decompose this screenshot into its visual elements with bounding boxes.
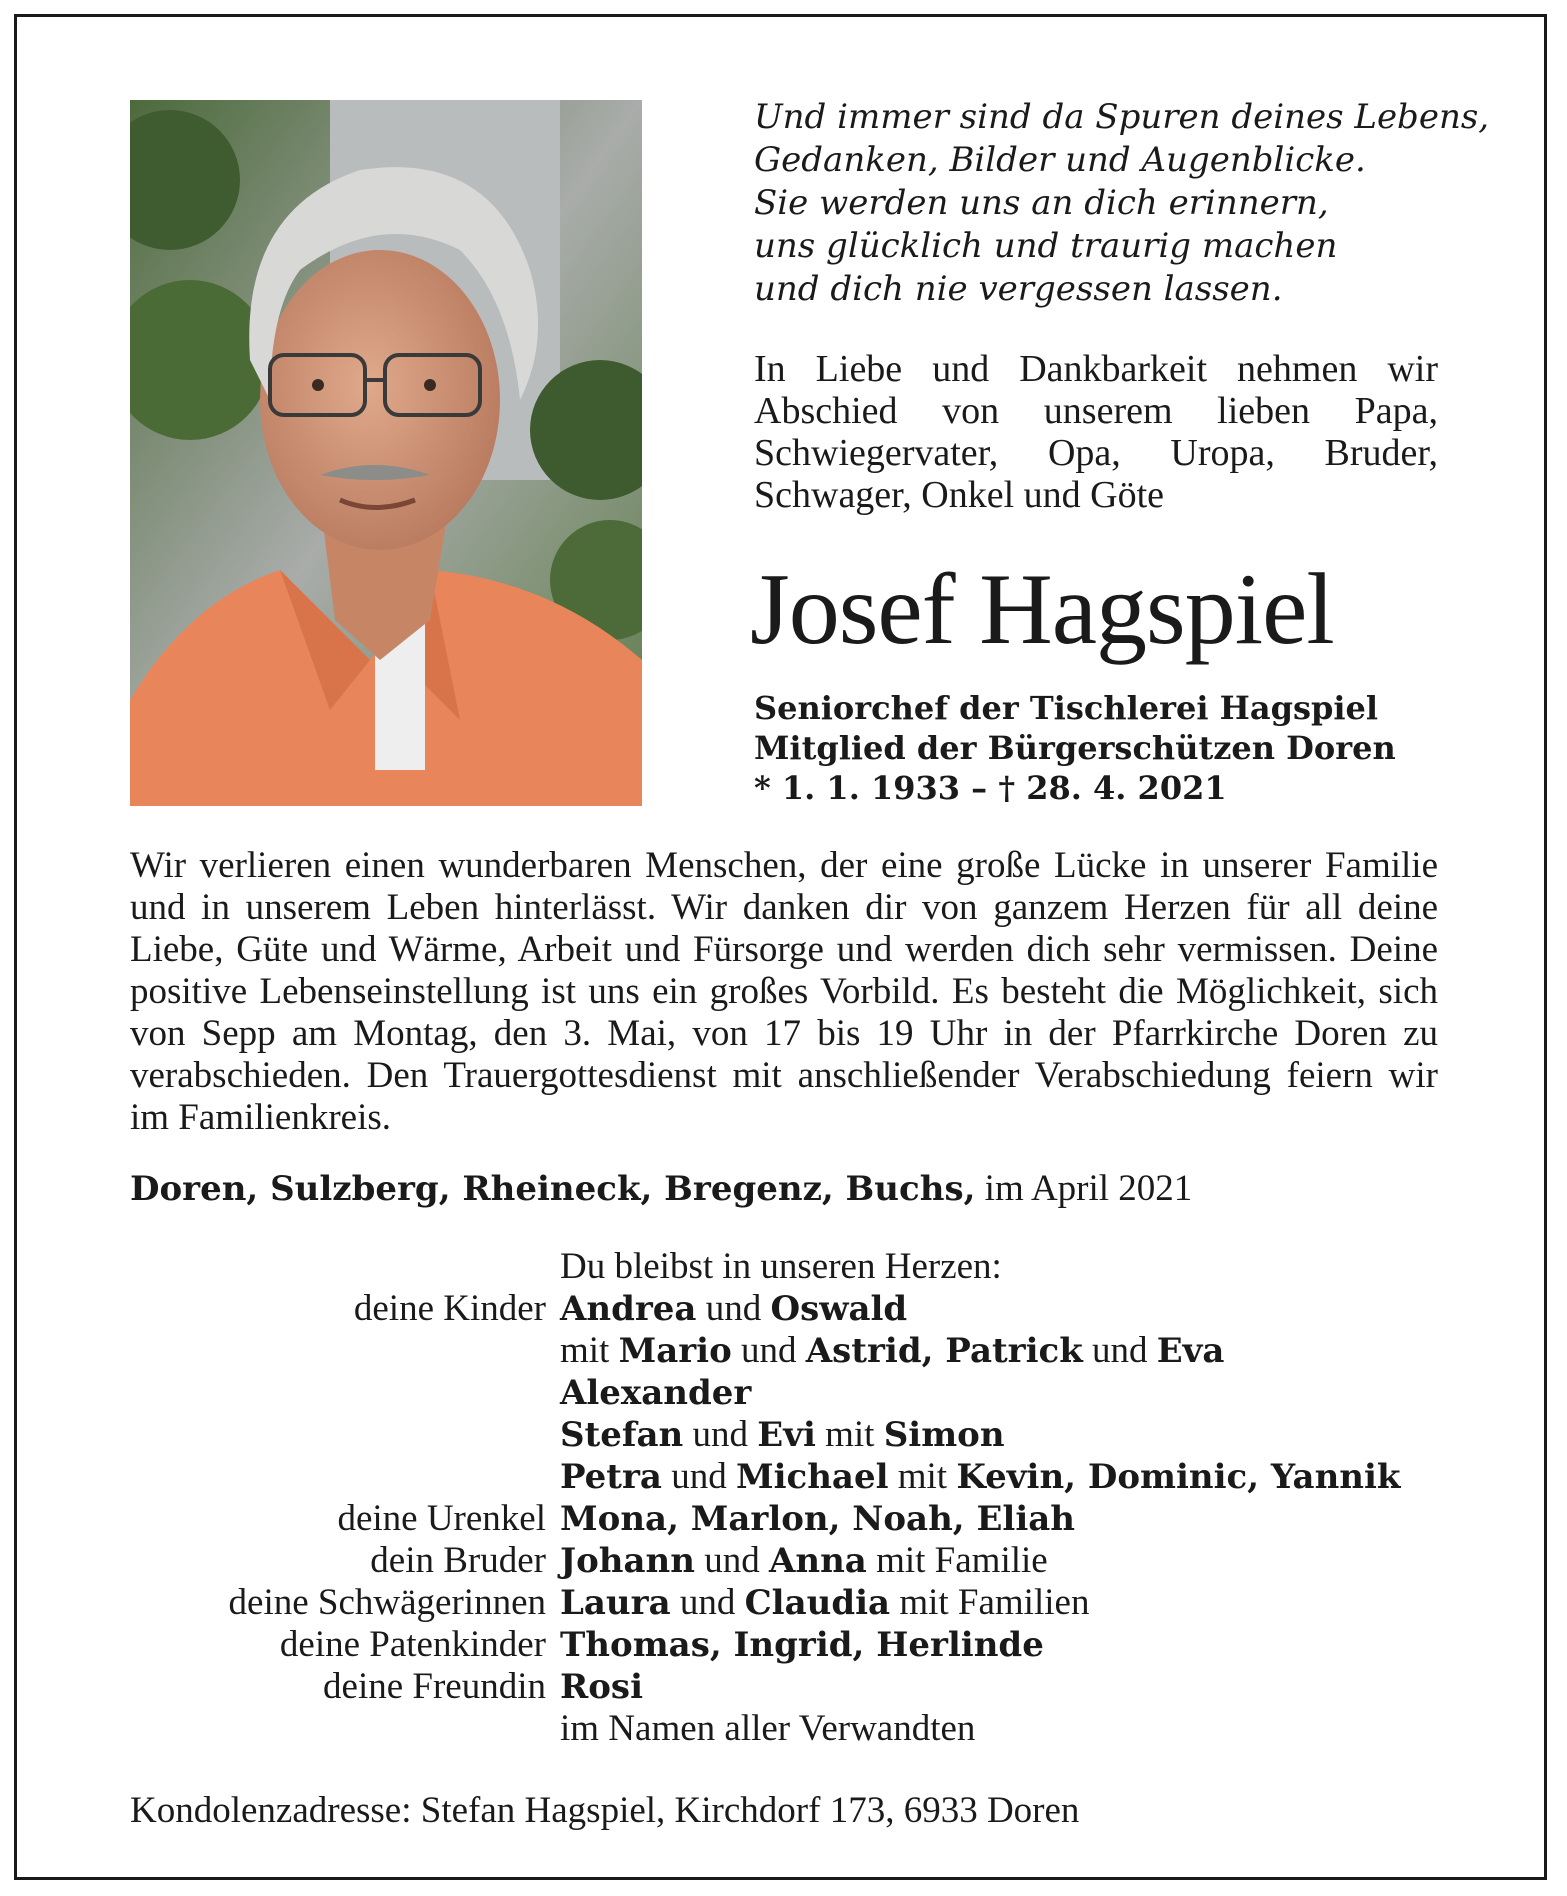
relative-names: Andrea und Oswald	[560, 1288, 908, 1329]
relative-names: Stefan und Evi mit Simon	[560, 1414, 1005, 1455]
family-row	[130, 1456, 1450, 1498]
relative-names: Thomas, Ingrid, Herlinde	[560, 1625, 1044, 1665]
relation-label	[130, 1708, 560, 1750]
condolence-address: Kondolenzadresse: Stefan Hagspiel, Kirchdorf 173, 6933 Doren	[130, 1790, 1080, 1831]
deceased-details	[754, 688, 1396, 808]
relative-names: Johann und Anna mit Familie	[560, 1540, 1048, 1581]
poem-line: und dich nie vergessen lassen.	[754, 269, 1283, 309]
family-row	[130, 1624, 1450, 1666]
body-text: Wir verlieren einen wunderbaren Menschen, der eine große Lücke in unserer Familie und in unserem Leben hinterlässt. Wir danken dir von ganzem Herzen für all deine Liebe, Güte und Wärme, Arbeit und Fürsorge und werden dich sehr vermissen. Deine positive Lebenseinstellung ist uns ein großes Vorbild. Es besteht die Möglichkeit, sich von Sepp am Montag, den 3. Mai, von 17 bis 19 Uhr in der Pfarrkirche Doren zu verabschieden. Den Trauergottesdienst mit anschließender Verabschiedung feiern wir im Familienkreis.	[130, 845, 1438, 1138]
portrait-photo-image	[130, 100, 642, 806]
role-line: Mitglied der Bürgerschützen Doren	[754, 729, 1396, 767]
place-month: im April 2021	[975, 1168, 1193, 1209]
family-row	[130, 1582, 1450, 1624]
deceased-name: Josef Hagspiel	[750, 553, 1334, 666]
relative-names: mit Mario und Astrid, Patrick und Eva	[560, 1330, 1225, 1371]
poem-line: Sie werden uns an dich erinnern,	[754, 183, 1329, 223]
relation-label	[130, 1456, 560, 1498]
relation-label: deine Freundin	[323, 1666, 546, 1707]
family-row	[130, 1666, 1450, 1708]
relation-label	[130, 1330, 560, 1372]
relation-label: deine Kinder	[353, 1288, 546, 1329]
intro-text: In Liebe und Dankbarkeit nehmen wir Abschied von unserem lieben Papa, Schwiegervater, Opa, Uropa, Bruder, Schwager, Onkel und Göte	[754, 348, 1438, 516]
relation-label: dein Bruder	[370, 1540, 546, 1581]
relative-names: Mona, Marlon, Noah, Eliah	[560, 1499, 1075, 1539]
poem-line: Und immer sind da Spuren deines Lebens,	[754, 97, 1490, 137]
poem-line: Gedanken, Bilder und Augenblicke.	[754, 140, 1366, 180]
relation-label: deine Urenkel	[337, 1498, 546, 1539]
role-line: Seniorchef der Tischlerei Hagspiel	[754, 689, 1379, 727]
relative-names: Alexander	[560, 1373, 752, 1413]
family-row	[130, 1708, 1450, 1750]
relative-names: Laura und Claudia mit Familien	[560, 1582, 1090, 1623]
family-list	[130, 1246, 1450, 1750]
family-heading-row	[130, 1246, 1450, 1288]
family-row	[130, 1288, 1450, 1330]
family-row	[130, 1540, 1450, 1582]
poem-line: uns glücklich und traurig machen	[754, 226, 1338, 266]
relative-names: Rosi	[560, 1667, 643, 1707]
relation-label	[130, 1372, 560, 1414]
relation-label: deine Patenkinder	[279, 1624, 546, 1665]
family-row	[130, 1372, 1450, 1414]
relation-label	[130, 1414, 560, 1456]
family-row	[130, 1414, 1450, 1456]
relative-names: im Namen aller Verwandten	[560, 1708, 976, 1749]
family-row	[130, 1498, 1450, 1540]
relation-label: deine Schwägerinnen	[228, 1582, 546, 1623]
place-date	[130, 1168, 1192, 1210]
place-towns: Doren, Sulzberg, Rheineck, Bregenz, Buchs,	[130, 1169, 976, 1209]
portrait-photo	[130, 100, 642, 806]
family-heading: Du bleibst in unseren Herzen:	[560, 1246, 1002, 1287]
life-dates: * 1. 1. 1933 – † 28. 4. 2021	[754, 769, 1227, 807]
relative-names: Petra und Michael mit Kevin, Dominic, Yannik	[560, 1456, 1401, 1497]
poem	[754, 96, 1490, 311]
family-row	[130, 1330, 1450, 1372]
